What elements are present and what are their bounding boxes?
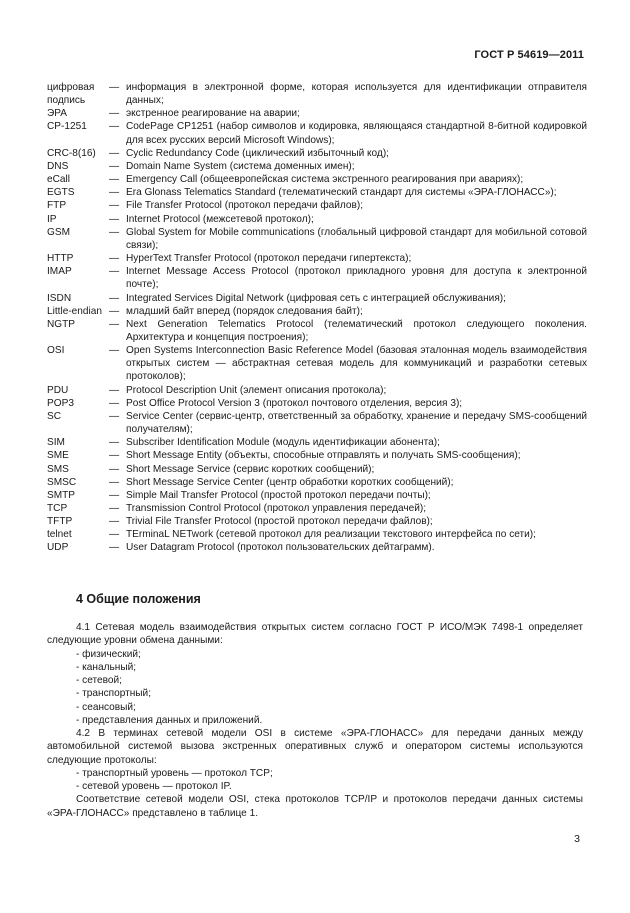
- abbreviation-row: [47, 252, 587, 265]
- abbreviation-term: ISDN: [47, 292, 72, 304]
- document-id-header: ГОСТ Р 54619—2011: [474, 49, 584, 61]
- abbreviation-definition: TErminaL NETwork (сетевой протокол для реализации текстового интерфейса по сети);: [126, 529, 536, 541]
- abbreviation-term: DNS: [47, 160, 69, 172]
- abbreviation-definition: экстренное реагирование на аварии;: [126, 108, 300, 120]
- abbreviation-row: [47, 449, 587, 462]
- abbreviation-definition: Domain Name System (система доменных имен);: [126, 160, 355, 172]
- em-dash: —: [109, 253, 120, 265]
- abbreviation-definition: File Transfer Protocol (протокол передачи файлов);: [126, 200, 364, 212]
- abbreviation-term: SMSC: [47, 476, 77, 488]
- abbreviation-term: UDP: [47, 542, 69, 554]
- abbreviation-row: [47, 384, 587, 397]
- em-dash: —: [109, 147, 120, 159]
- section-title: 4 Общие положения: [76, 592, 201, 606]
- abbreviation-row: [47, 344, 587, 383]
- abbreviation-row: [47, 292, 587, 305]
- abbreviation-term: SMTP: [47, 489, 76, 501]
- abbreviation-term: EGTS: [47, 187, 75, 199]
- abbreviation-definition: Internet Protocol (межсетевой протокол);: [126, 213, 314, 225]
- level-item: - канальный;: [76, 661, 137, 673]
- em-dash: —: [109, 318, 120, 330]
- level-item: - физический;: [76, 648, 141, 660]
- em-dash: —: [109, 384, 120, 396]
- em-dash: —: [109, 397, 120, 409]
- abbreviation-term: SC: [47, 410, 62, 422]
- abbreviation-definition: HyperText Transfer Protocol (протокол передачи гипертекста);: [126, 253, 412, 265]
- level-item: - сетевой;: [76, 675, 122, 686]
- abbreviation-term: CRC-8(16): [47, 147, 96, 159]
- em-dash: —: [109, 108, 120, 120]
- abbreviation-term: POP3: [47, 397, 74, 409]
- abbreviation-definition: Trivial File Transfer Protocol (простой протокол передачи файлов);: [126, 516, 433, 528]
- abbreviation-row: [47, 226, 587, 252]
- abbreviation-row: [47, 107, 587, 120]
- level-item: - сеансовый;: [76, 701, 136, 713]
- abbreviation-definition: Era Glonass Telematics Standard (телематический стандарт для системы «ЭРА-ГЛОНАСС»);: [126, 187, 557, 199]
- abbreviation-term: SMS: [47, 463, 69, 475]
- abbreviation-row: [47, 489, 587, 502]
- abbreviation-term: GSM: [47, 226, 70, 238]
- abbreviation-definition: Integrated Services Digital Network (цифровая сеть с интеграцией обслуживания);: [126, 292, 506, 304]
- em-dash: —: [109, 121, 120, 133]
- abbreviation-term-line: подпись: [47, 95, 86, 107]
- em-dash: —: [109, 529, 120, 541]
- em-dash: —: [109, 266, 120, 278]
- protocol-item: - транспортный уровень — протокол TCP;: [76, 767, 273, 779]
- abbreviation-term: telnet: [47, 529, 72, 541]
- abbreviation-term: IMAP: [47, 266, 72, 278]
- em-dash: —: [109, 345, 120, 357]
- abbreviation-definition: Transmission Control Protocol (протокол управления передачей);: [126, 503, 427, 514]
- em-dash: —: [109, 463, 120, 475]
- em-dash: —: [109, 542, 120, 554]
- em-dash: —: [109, 305, 120, 317]
- abbreviation-definition: Service Center (сервис-центр, ответственный за обработку, хранение и передачу SMS-сообщений получателям);: [126, 410, 587, 436]
- em-dash: —: [109, 292, 120, 304]
- abbreviation-term: TCP: [47, 503, 68, 514]
- abbreviation-term: CP-1251: [47, 121, 87, 133]
- abbreviation-term: NGTP: [47, 318, 76, 330]
- em-dash: —: [109, 226, 120, 238]
- em-dash: —: [109, 410, 120, 422]
- abbreviation-definition: Cyclic Redundancy Code (циклический избыточный код);: [126, 147, 389, 159]
- abbreviation-row: [47, 541, 587, 554]
- abbreviation-term-line: цифровая: [47, 82, 95, 93]
- abbreviation-row: [47, 173, 587, 186]
- abbreviation-term: ЭРА: [47, 108, 68, 120]
- paragraph-4-1: 4.1 Сетевая модель взаимодействия открытых систем согласно ГОСТ Р ИСО/МЭК 7498-1 определяет следующие уровни обмена данными:: [47, 622, 583, 647]
- abbreviation-row: [47, 397, 587, 410]
- paragraph-4-2: 4.2 В терминах сетевой модели OSI в системе «ЭРА-ГЛОНАСС» для передачи данных между автомобильной системой вызова экстренных оперативных служб и оператором системы используются следующие протоколы:: [47, 728, 583, 766]
- em-dash: —: [109, 160, 120, 172]
- em-dash: —: [109, 82, 120, 93]
- abbreviation-definition: User Datagram Protocol (протокол пользовательских дейтаграмм).: [126, 542, 435, 554]
- abbreviation-definition: Post Office Protocol Version 3 (протокол почтового отделения, версия 3);: [126, 397, 463, 409]
- abbreviation-term: IP: [47, 213, 57, 225]
- levels-list: [47, 648, 583, 728]
- abbreviation-row: [47, 410, 587, 436]
- abbreviation-definition: Short Message Entity (объекты, способные отправлять и получать SMS-сообщения);: [126, 450, 521, 462]
- abbreviation-definition: Internet Message Access Protocol (протокол прикладного уровня для доступа к электронной почте);: [126, 266, 587, 291]
- abbreviation-row: [47, 265, 587, 291]
- abbreviation-row: [47, 160, 587, 173]
- abbreviation-row: [47, 528, 587, 541]
- em-dash: —: [109, 503, 120, 514]
- abbreviation-row: [47, 305, 587, 318]
- level-item: - транспортный;: [76, 688, 152, 700]
- abbreviation-row: [47, 147, 587, 160]
- abbreviation-term: FTP: [47, 200, 67, 212]
- abbreviation-definition: Protocol Description Unit (элемент описания протокола);: [126, 384, 387, 396]
- abbreviation-term: PDU: [47, 384, 69, 396]
- abbreviation-definition: Simple Mail Transfer Protocol (простой протокол передачи почты);: [126, 489, 431, 501]
- abbreviation-definition: Global System for Mobile communications (глобальный цифровой стандарт для мобильной сотовой связи);: [126, 226, 587, 251]
- abbreviation-row: [47, 463, 587, 476]
- abbreviation-row: [47, 120, 587, 146]
- abbreviation-term: SIM: [47, 437, 65, 449]
- abbreviation-term: SME: [47, 450, 69, 462]
- em-dash: —: [109, 437, 120, 449]
- abbreviation-definition: информация в электронной форме, которая используется для идентификации отправителя данных;: [126, 82, 587, 107]
- abbreviation-definition: Short Message Service Center (центр обработки коротких сообщений);: [126, 476, 454, 488]
- abbreviation-definition: CodePage CP1251 (набор символов и кодировка, являющаяся стандартной 8-битной кодировкой для всех русских версий Microsoft Windows);: [126, 121, 587, 146]
- em-dash: —: [109, 187, 120, 199]
- em-dash: —: [109, 213, 120, 225]
- abbreviation-definition: Next Generation Telematics Protocol (телематический протокол следующего поколения. Архитектура и концепция построения);: [126, 318, 587, 343]
- abbreviation-term: Little-endian: [47, 305, 102, 317]
- page-number: 3: [574, 833, 580, 845]
- abbreviation-term: HTTP: [47, 253, 74, 265]
- abbreviation-term: [47, 81, 109, 107]
- em-dash: —: [109, 200, 120, 212]
- abbreviations-list: [47, 81, 587, 555]
- em-dash: —: [109, 450, 120, 462]
- abbreviation-definition: Open Systems Interconnection Basic Reference Model (базовая эталонная модель взаимодействия открытых систем — абстрактная сетевая модель для коммуникаций и разработки сетевых протоколов);: [126, 345, 587, 383]
- abbreviation-term: eCall: [47, 174, 71, 186]
- paragraph-correspondence: Соответствие сетевой модели OSI, стека протоколов TCP/IP и протоколов передачи данных системы «ЭРА-ГЛОНАСС» представлено в таблице 1.: [47, 794, 583, 819]
- abbreviation-definition: Subscriber Identification Module (модуль идентификации абонента);: [126, 437, 440, 449]
- abbreviation-row: [47, 436, 587, 449]
- abbreviation-term: OSI: [47, 345, 65, 357]
- abbreviation-row: [47, 213, 587, 226]
- abbreviation-row: [47, 476, 587, 489]
- em-dash: —: [109, 174, 120, 186]
- abbreviation-definition: Short Message Service (сервис коротких сообщений);: [126, 463, 375, 475]
- abbreviation-row: [47, 318, 587, 344]
- level-item: - представления данных и приложений.: [76, 714, 263, 726]
- protocols-list: [47, 767, 583, 794]
- protocol-item: - сетевой уровень — протокол IP.: [76, 781, 232, 792]
- abbreviation-definition: Emergency Call (общеевропейская система экстренного реагирования при авариях);: [126, 174, 524, 186]
- abbreviation-row: [47, 81, 587, 107]
- em-dash: —: [109, 476, 120, 488]
- abbreviation-row: [47, 502, 587, 515]
- abbreviation-row: [47, 186, 587, 199]
- em-dash: —: [109, 489, 120, 501]
- section-body: [47, 621, 583, 820]
- abbreviation-row: [47, 515, 587, 528]
- em-dash: —: [109, 516, 120, 528]
- abbreviation-row: [47, 199, 587, 212]
- abbreviation-term: TFTP: [47, 516, 73, 528]
- abbreviation-definition: младший байт вперед (порядок следования байт);: [126, 305, 363, 317]
